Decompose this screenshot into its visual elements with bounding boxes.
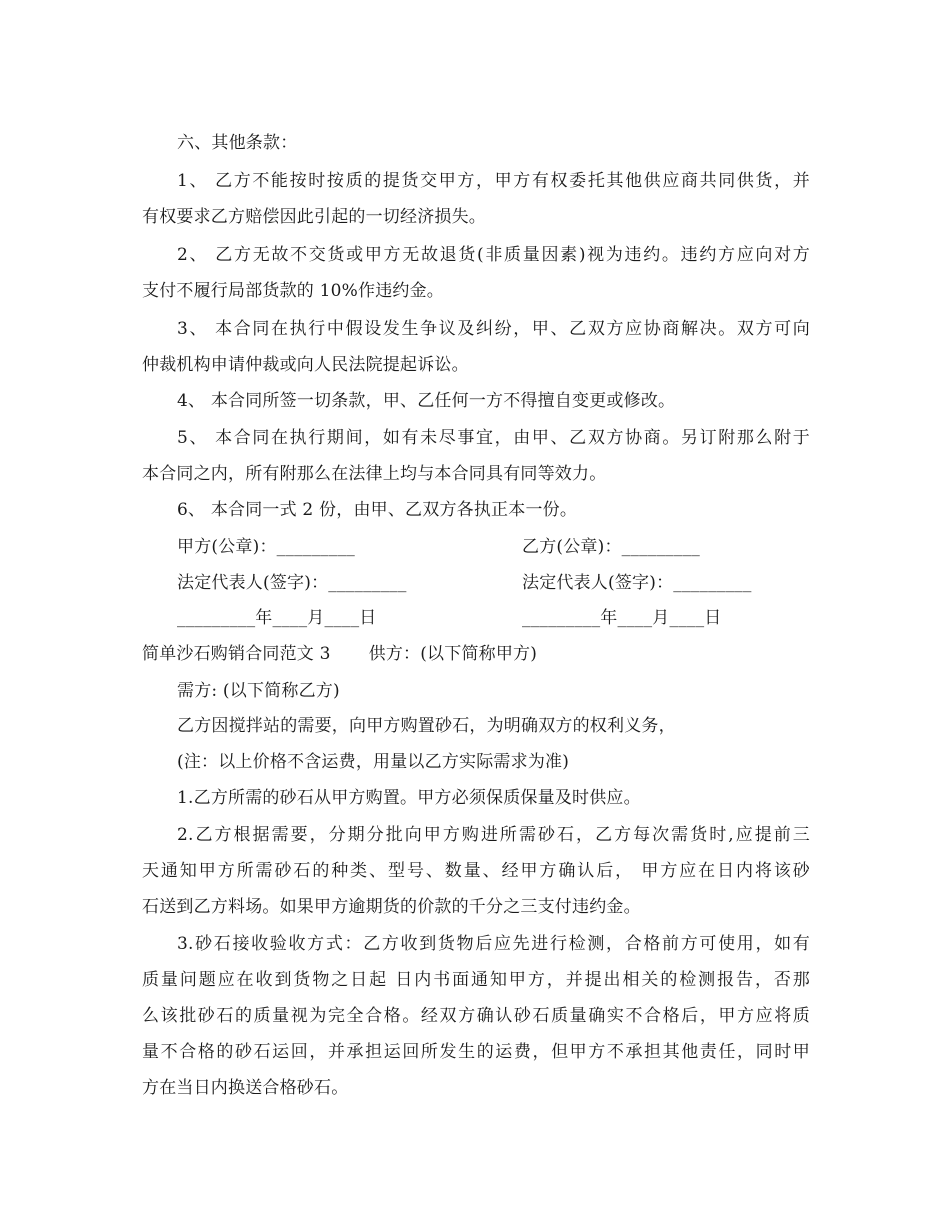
party-b-seal: 乙方(公章)：_________ xyxy=(522,537,700,557)
contract3-item-3-line-5: 方在当日内换送合格砂石。 xyxy=(142,1078,349,1098)
contract3-note: (注：以上价格不含运费，用量以乙方实际需求为准) xyxy=(177,752,570,772)
contract3-buyer: 需方: (以下简称乙方) xyxy=(177,681,340,701)
contract3-item-2-line-3: 石送到乙方料场。如果甲方逾期货的价款的千分之三支付违约金。 xyxy=(142,897,641,917)
party-b-representative: 法定代表人(签字)：_________ xyxy=(522,573,752,593)
contract3-supplier: 供方：(以下简称甲方) xyxy=(368,644,538,664)
clause-5-line-2: 本合同之内，所有附那么在法律上均与本合同具有同等效力。 xyxy=(142,464,607,484)
clause-6-line-1: 6、 本合同一式 2 份，由甲、乙双方各执正本一份。 xyxy=(177,500,578,520)
party-a-seal: 甲方(公章)：_________ xyxy=(177,537,355,557)
clause-3-line-1: 3、 本合同在执行中假设发生争议及纠纷，甲、乙双方应协商解决。双方可向 xyxy=(177,319,810,339)
clause-2-line-2: 支付不履行局部货款的 10%作违约金。 xyxy=(142,281,444,301)
contract3-intro: 乙方因搅拌站的需要，向甲方购置砂石，为明确双方的权利义务， xyxy=(177,716,676,736)
party-b-date: _________年____月____日 xyxy=(522,608,722,628)
contract3-item-3-line-2: 质量问题应在收到货物之日起 日内书面通知甲方，并提出相关的检测报告，否那 xyxy=(142,970,810,990)
clause-3-line-2: 仲裁机构申请仲裁或向人民法院提起诉讼。 xyxy=(142,355,469,375)
contract3-heading-line xyxy=(142,642,537,666)
contract3-item-3-line-1: 3.砂石接收验收方式：乙方收到货物后应先进行检测，合格前方可使用，如有 xyxy=(177,934,810,954)
contract3-item-3-line-4: 量不合格的砂石运回，并承担运回所发生的运费，但甲方不承担其他责任，同时甲 xyxy=(142,1042,810,1062)
clause-4-line-1: 4、 本合同所签一切条款，甲、乙任何一方不得擅自变更或修改。 xyxy=(177,391,676,411)
party-a-representative: 法定代表人(签字)：_________ xyxy=(177,573,407,593)
clause-2-line-1: 2、 乙方无故不交货或甲方无故退货(非质量因素)视为违约。违约方应向对方 xyxy=(177,245,810,265)
party-a-date: _________年____月____日 xyxy=(177,608,377,628)
contract3-item-2-line-1: 2.乙方根据需要，分期分批向甲方购进所需砂石，乙方每次需货时,应提前三 xyxy=(177,825,810,845)
section-title: 六、其他条款： xyxy=(177,133,298,153)
contract3-item-1: 1.乙方所需的砂石从甲方购置。甲方必须保质保量及时供应。 xyxy=(177,788,641,808)
contract3-item-3-line-3: 么该批砂石的质量视为完全合格。经双方确认砂石质量确实不合格后，甲方应将质 xyxy=(142,1006,810,1026)
contract3-item-2-line-2: 天通知甲方所需砂石的种类、型号、数量、经甲方确认后， 甲方应在日内将该砂 xyxy=(142,861,810,881)
contract3-title: 简单沙石购销合同范文 3 xyxy=(142,644,331,664)
clause-1-line-1: 1、 乙方不能按时按质的提货交甲方，甲方有权委托其他供应商共同供货，并 xyxy=(177,171,810,191)
clause-1-line-2: 有权要求乙方赔偿因此引起的一切经济损失。 xyxy=(142,207,486,227)
clause-5-line-1: 5、 本合同在执行期间，如有未尽事宜，由甲、乙双方协商。另订附那么附于 xyxy=(177,428,810,448)
